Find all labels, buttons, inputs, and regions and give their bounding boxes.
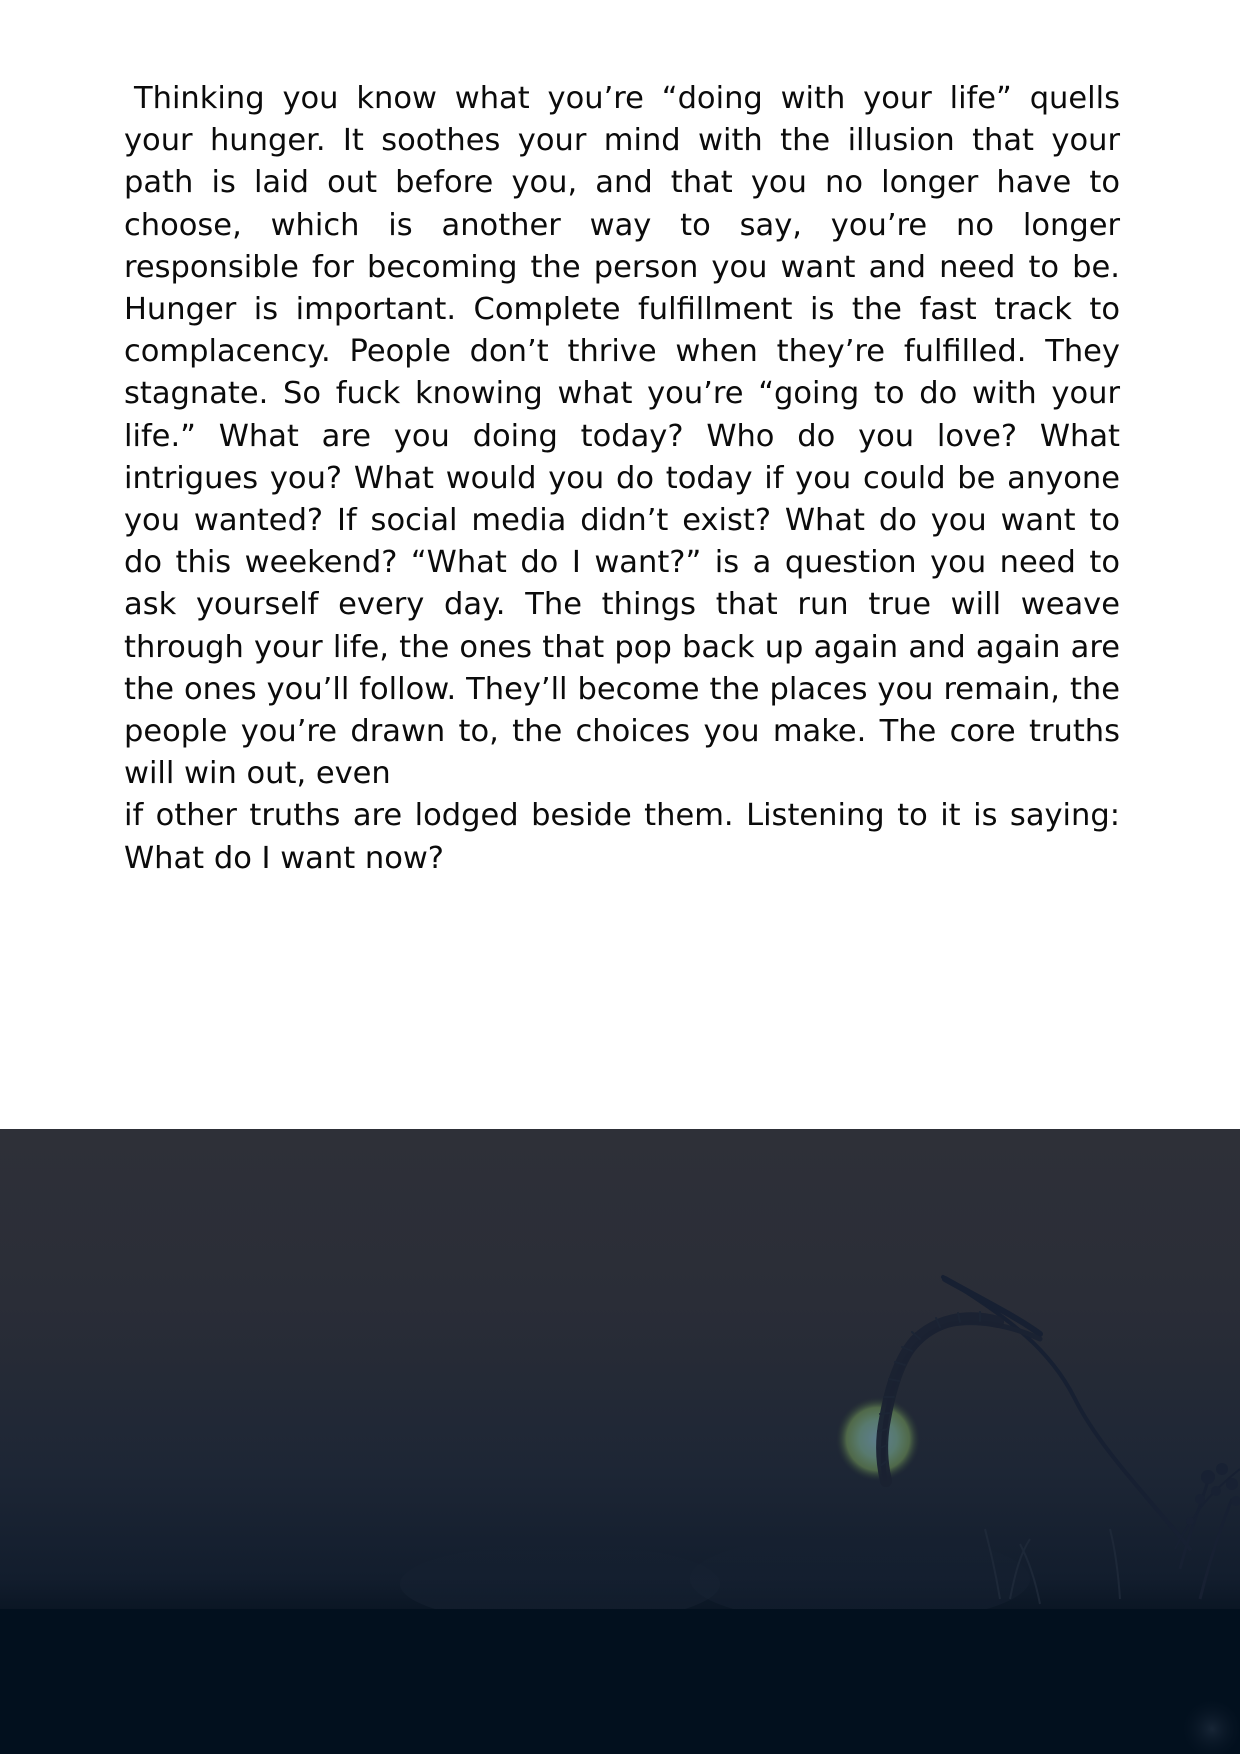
dusk-grass-photo xyxy=(0,1129,1240,1754)
paragraph-2: if other truths are lodged beside them. Listening to it is saying: What do I want now? xyxy=(124,798,1120,876)
paragraph-1: Thinking you know what you’re “doing with your life” quells your hunger. It soothes your mind with the illusion that your path is laid out before you, and that you no longer have to choose, which is another way to say, you’re no longer responsible for becoming the person you want and need to be. Hunger is important. Complete fulfillment is the fast track to complacency. People don’t thrive when they’re fulfilled. They stagnate. So fuck knowing what you’re “going to do with your life.” What are you doing today? Who do you love? What intrigues you? What would you do today if you could be anyone you wanted? If social media didn’t exist? What do you want to do this weekend? “What do I want?” is a question you need to ask yourself every day. The things that run true will weave through your life, the ones that pop back up again and again are the ones you’ll follow. They’ll become the places you remain, the people you’re drawn to, the choices you make. The core truths will win out, even xyxy=(124,81,1120,792)
grass-silhouette-image xyxy=(0,1129,1240,1754)
body-text xyxy=(124,78,1120,880)
